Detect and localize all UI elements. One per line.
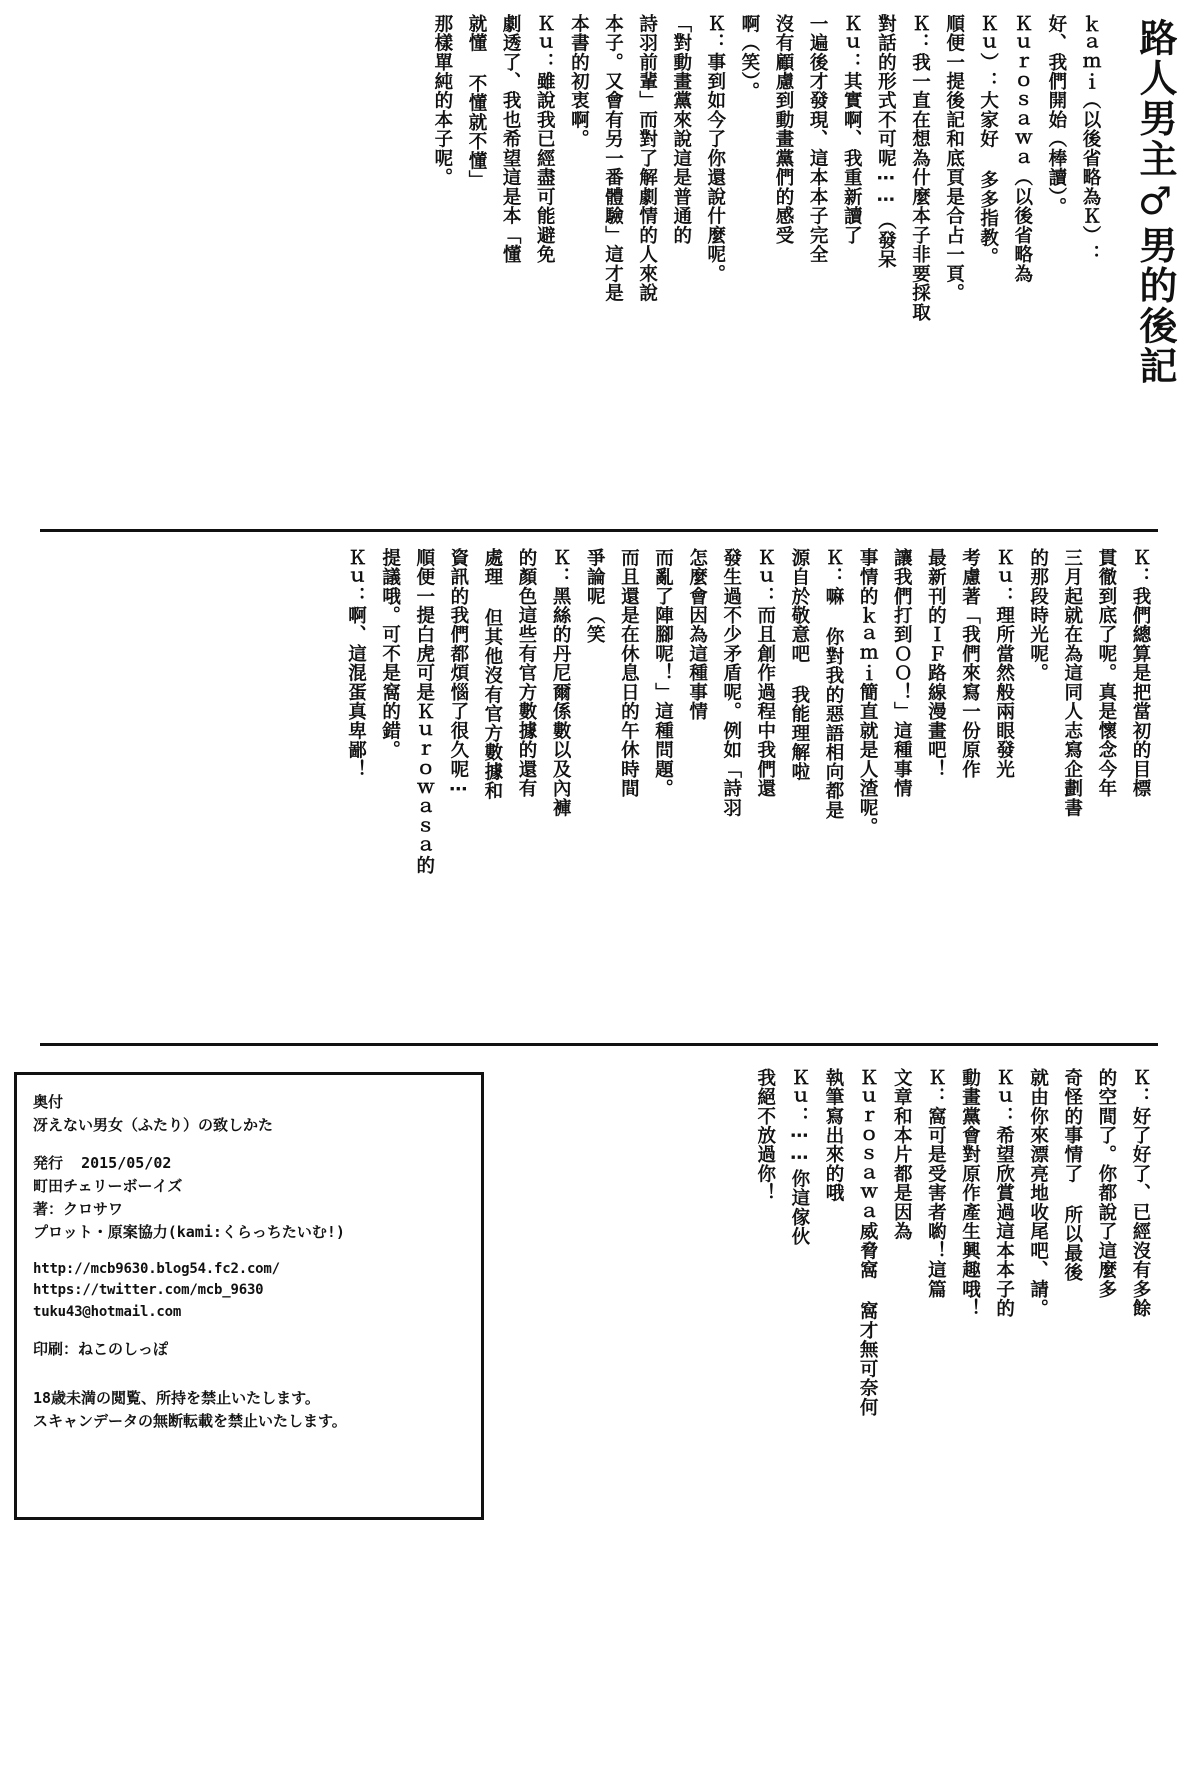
text-column: 三月起就在為這同人志寫企劃書 <box>1061 548 1083 818</box>
text-column: 劇透了、我也希望這是本「懂 <box>500 14 522 265</box>
text-column: Ｋｕ：⋯⋯你這傢伙 <box>788 1068 810 1247</box>
text-column: 而且還是在休息日的午休時間 <box>618 548 640 799</box>
colophon-plot-credit: プロット・原案協力(kami:くらっちたいむ!) <box>33 1223 345 1242</box>
text-column: 那樣單純的本子呢。 <box>431 14 453 188</box>
text-column: 本子。又會有另一番體驗」這才是 <box>602 14 624 303</box>
text-column: Ｋ：窩可是受害者喲！這篇 <box>925 1068 947 1299</box>
text-column: 就懂 不懂就不懂」 <box>466 14 488 190</box>
text-column: Ｋ：好了好了、已經沒有多餘 <box>1130 1068 1151 1319</box>
text-column: Ｋｕ：而且創作過程中我們還 <box>754 548 776 799</box>
page-title: 路人男主♂男的後記 <box>1133 18 1177 387</box>
text-column: 詩羽前輩」而對了解劇情的人來說 <box>636 14 658 303</box>
text-column: 沒有顧慮到動畫黨們的感受 <box>773 14 795 245</box>
section-divider-2 <box>40 1043 1158 1046</box>
text-column: 爭論呢（笑 <box>584 548 606 645</box>
publish-date-value: 2015/05/02 <box>81 1153 172 1172</box>
text-column: 的顏色這些有官方數據的還有 <box>516 548 538 799</box>
afterword-section-bottom <box>500 1068 1154 1548</box>
colophon-notice-scan: スキャンデータの無断転載を禁止いたします。 <box>33 1412 347 1431</box>
text-column: Ｋｕ：雖說我已經盡可能避免 <box>534 14 556 265</box>
text-column: Ｋ：嘛 你對我的惡語相向都是 <box>823 548 845 820</box>
colophon-blog-url[interactable]: http://mcb9630.blog54.fc2.com/ <box>33 1260 280 1277</box>
text-column: 一遍後才發現、這本本子完全 <box>807 14 829 265</box>
colophon-publish-date <box>33 1152 467 1175</box>
publish-label: 発行 <box>33 1153 64 1172</box>
text-column: Ｋｕ：其實啊、我重新讀了 <box>841 14 863 245</box>
section-divider-1 <box>40 529 1158 532</box>
colophon-author: 著：クロサワ <box>33 1200 124 1218</box>
text-column: 而亂了陣腳呢！」這種問題。 <box>652 548 674 799</box>
text-column: Ｋ：我一直在想為什麼本子非要採取 <box>909 14 931 322</box>
text-column: Ｋｕ：啊、這混蛋真卑鄙！ <box>345 548 367 779</box>
text-column: 本書的初衷啊。 <box>568 14 590 149</box>
text-column: 動畫黨會對原作產生興趣哦！ <box>959 1068 981 1319</box>
colophon-spacer <box>33 1375 467 1387</box>
colophon-work-title: 冴えない男女（ふたり）の致しかた <box>33 1116 274 1135</box>
text-column: 怎麼會因為這種事情 <box>686 548 708 722</box>
text-column: 奇怪的事情了 所以最後 <box>1061 1068 1083 1283</box>
text-column: Ｋｕ：希望欣賞過這本本子的 <box>993 1068 1015 1319</box>
text-column: 文章和本片都是因為 <box>891 1068 913 1242</box>
colophon-box <box>14 1072 484 1520</box>
colophon-twitter-url[interactable]: https://twitter.com/mcb_9630 <box>33 1282 264 1299</box>
colophon-email[interactable]: tuku43@hotmail.com <box>33 1303 182 1320</box>
text-column: ｋａｍｉ（以後省略為Ｋ）： <box>1080 14 1101 265</box>
text-column: 好、我們開始（棒讀）。 <box>1045 14 1067 217</box>
text-column: 就由你來漂亮地收尾吧、請。 <box>1027 1068 1049 1319</box>
text-column: 發生過不少矛盾呢。例如「詩羽 <box>720 548 742 818</box>
text-column: Ｋｕｒｏｓａｗａ（以後省略為 <box>1011 14 1033 284</box>
text-column: 貫徹到底了呢。真是懷念今年 <box>1095 548 1117 799</box>
text-column: 順便一提白虎可是Ｋｕｒｏｗａｓａ的 <box>413 548 435 876</box>
text-column: 處理 但其他沒有官方數據和 <box>481 548 503 801</box>
text-column: 對話的形式不可呢⋯⋯（發呆 <box>875 14 897 270</box>
text-column: 啊（笑）。 <box>738 14 760 101</box>
colophon-heading: 奥付 <box>33 1093 64 1111</box>
text-column: 讓我們打到ＯＯ！」這種事情 <box>891 548 913 799</box>
text-column: Ｋ：事到如今了你還說什麼呢。 <box>704 14 726 284</box>
text-column: Ｋ：黑絲的丹尼爾係數以及內褲 <box>550 548 572 818</box>
text-column: 事情的ｋａｍｉ簡直就是人渣呢。 <box>857 548 879 837</box>
text-column: 順便一提後記和底頁是合占一頁。 <box>943 14 965 303</box>
text-column: Ｋｕ：理所當然般兩眼發光 <box>993 548 1015 779</box>
text-column: 我絕不放過你！ <box>754 1068 776 1203</box>
text-column: 「對動畫黨來說這是普通的 <box>670 14 692 245</box>
text-column: 的空間了。你都說了這麼多 <box>1095 1068 1117 1299</box>
afterword-section-middle <box>30 548 1154 1026</box>
text-column: Ｋｕ）：大家好 多多指教。 <box>977 14 999 267</box>
text-column: 資訊的我們都煩惱了很久呢⋯ <box>447 548 469 801</box>
text-column: 考慮著「我們來寫一份原作 <box>959 548 981 779</box>
text-column: 執筆寫出來的哦 <box>823 1068 845 1203</box>
text-column: Ｋｕｒｏｓａｗａ威脅窩 窩才無可奈何 <box>857 1068 879 1417</box>
colophon-printer: 印刷：ねこのしっぽ <box>33 1339 169 1358</box>
text-column: 最新刊的ＩＦ路線漫畫吧！ <box>925 548 947 779</box>
colophon-circle: 町田チェリーボーイズ <box>33 1176 183 1195</box>
afterword-section-top <box>30 14 1104 514</box>
text-column: Ｋ：我們總算是把當初的目標 <box>1130 548 1151 799</box>
text-column: 提議哦。可不是窩的錯。 <box>379 548 401 760</box>
colophon-notice-age: 18歳未満の閲覧、所持を禁止いたします。 <box>33 1388 320 1407</box>
text-column: 的那段時光呢。 <box>1027 548 1049 683</box>
text-column: 源自於敬意吧 我能理解啦 <box>788 548 810 782</box>
